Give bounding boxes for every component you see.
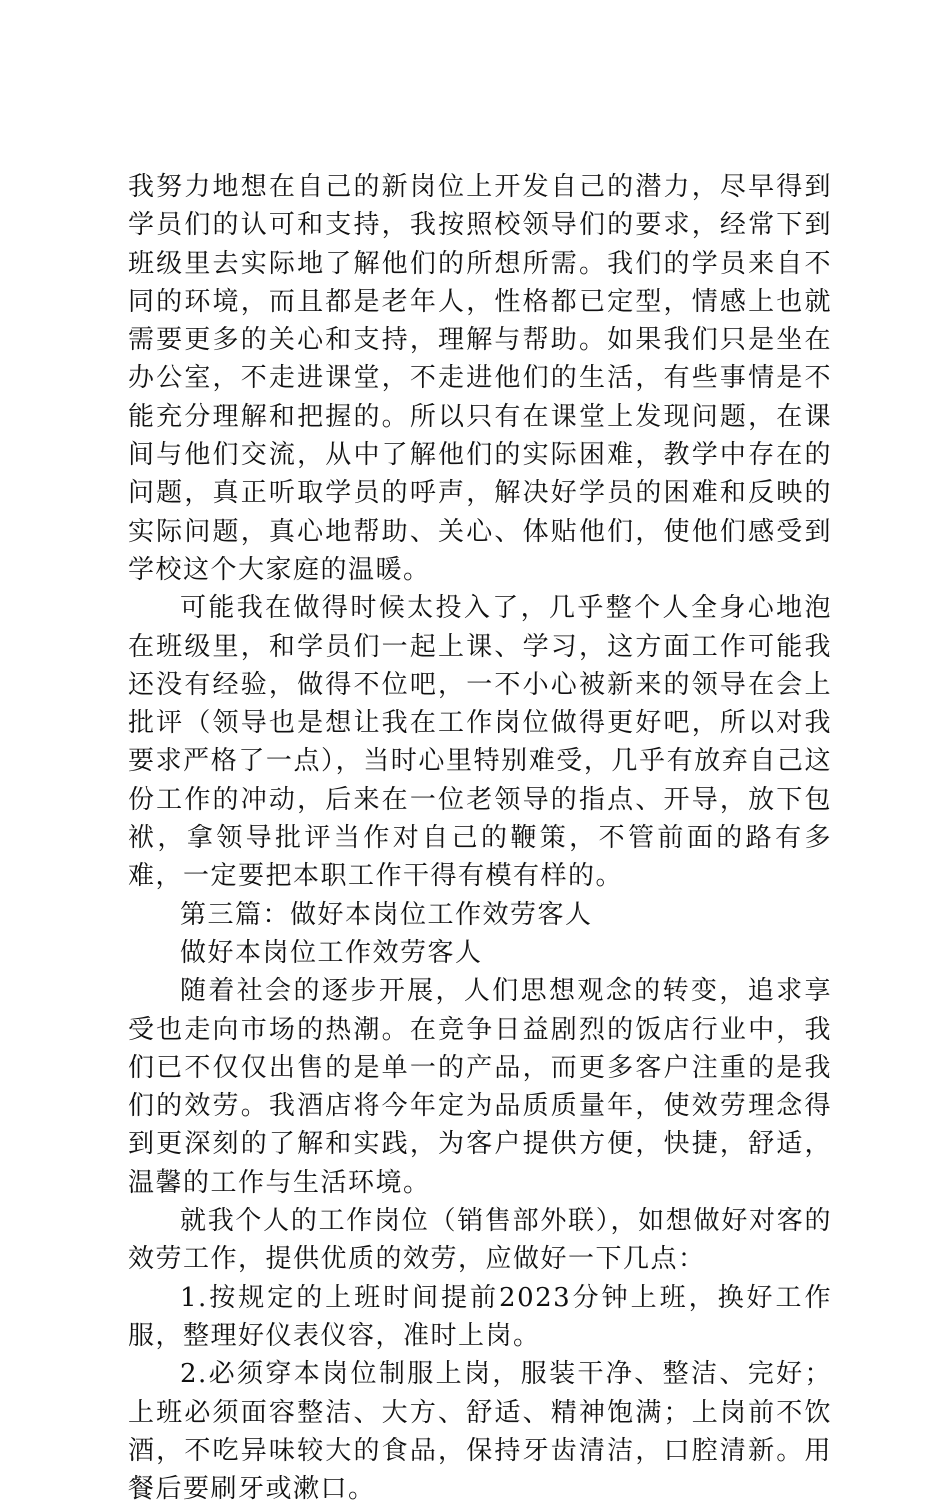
paragraph-2: 可能我在做得时候太投入了，几乎整个人全身心地泡在班级里，和学员们一起上课、学习，这方面工作可能我还没有经验，做得不位吧，一不小心被新来的领导在会上批评（领导也是想让我在工作岗位做得更好吧，所以对我要求严格了一点），当时心里特别难受，几乎有放弃自己这份工作的冲动，后来在一位老领导的指点、开导，放下包袱，拿领导批评当作对自己的鞭策，不管前面的路有多难，一定要把本职工作干得有模有样的。 [128, 593, 832, 892]
section-heading: 第三篇：做好本岗位工作效劳客人 [180, 899, 593, 930]
paragraph-3: 随着社会的逐步开展，人们思想观念的转变，追求享受也走向市场的热潮。在竞争日益剧烈的饭店行业中，我们已不仅仅出售的是单一的产品，而更多客户注重的是我们的效劳。我酒店将今年定为品质质量年，使效劳理念得到更深刻的了解和实践，为客户提供方便，快捷，舒适，温馨的工作与生活环境。 [128, 976, 832, 1198]
paragraph-1: 我努力地想在自己的新岗位上开发自己的潜力，尽早得到学员们的认可和支持，我按照校领导们的要求，经常下到班级里去实际地了解他们的所想所需。我们的学员来自不同的环境，而且都是老年人，性格都已定型，情感上也就需要更多的关心和支持，理解与帮助。如果我们只是坐在办公室，不走进课堂，不走进他们的生活，有些事情是不能充分理解和把握的。所以只有在课堂上发现问题，在课间与他们交流，从中了解他们的实际困难，教学中存在的问题，真正听取学员的呼声，解决好学员的困难和反映的实际问题，真心地帮助、关心、体贴他们，使他们感受到学校这个大家庭的温暖。 [128, 172, 832, 585]
document-body [128, 168, 832, 1508]
section-subtitle: 做好本岗位工作效劳客人 [180, 937, 483, 968]
list-item-2: 2.必须穿本岗位制服上岗，服装干净、整洁、完好；上班必须面容整洁、大方、舒适、精神饱满；上岗前不饮酒，不吃异味较大的食品，保持牙齿清洁，口腔清新。用餐后要刷牙或漱口。 [128, 1359, 832, 1505]
list-item-1: 1.按规定的上班时间提前2023分钟上班，换好工作服，整理好仪表仪容，准时上岗。 [128, 1282, 832, 1351]
paragraph-4: 就我个人的工作岗位（销售部外联），如想做好对客的效劳工作，提供优质的效劳，应做好一下几点： [128, 1206, 832, 1275]
